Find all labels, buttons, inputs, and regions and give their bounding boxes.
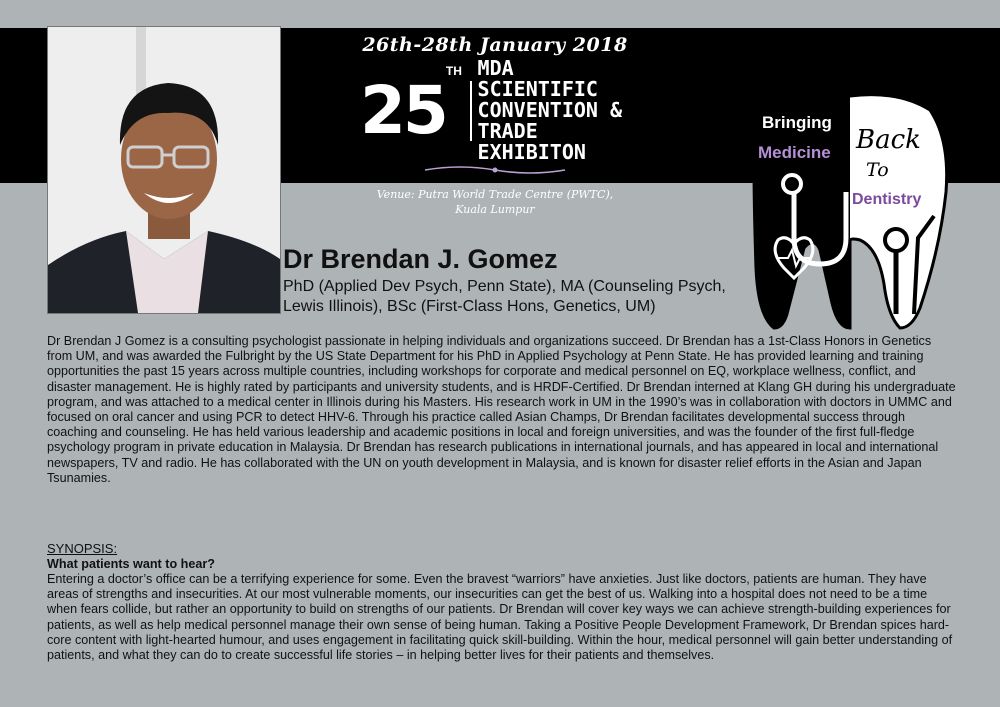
venue-line: Kuala Lumpur <box>455 203 535 216</box>
event-venue <box>360 187 630 217</box>
title-divider <box>470 81 472 141</box>
flourish-divider-icon <box>420 164 570 176</box>
edition-ordinal: TH <box>445 64 462 78</box>
synopsis-heading: SYNOPSIS: <box>47 541 118 556</box>
speaker-name: Dr Brendan J. Gomez <box>283 244 558 274</box>
logo-word-back: Back <box>856 125 921 155</box>
tooth-logo <box>748 88 953 333</box>
synopsis-subheading: What patients want to hear? <box>47 557 215 571</box>
event-title-line: MDA SCIENTIFIC <box>477 56 598 101</box>
speaker-photo <box>47 26 281 314</box>
speaker-qualifications: PhD (Applied Dev Psych, Penn State), MA (Counseling Psych, Lewis Illinois), BSc (First-Class Hons, Genetics, UM) <box>283 278 726 315</box>
event-title <box>478 58 630 163</box>
logo-word-medicine: Medicine <box>758 143 831 162</box>
event-banner <box>360 34 630 217</box>
logo-word-to: To <box>866 159 889 181</box>
edition-number: 25 <box>360 71 446 149</box>
logo-word-bringing: Bringing <box>762 113 832 132</box>
logo-word-dentistry: Dentistry <box>852 191 922 208</box>
speaker-bio: Dr Brendan J Gomez is a consulting psychologist passionate in helping individuals and organizations succeed. Dr Brendan has a 1st-Class Honors in Genetics from UM, and was awarded the Fulbright by the US State Department for his PhD in Applied Psychology at Penn State. He has provided learning and training opportunities the past 15 years across multiple countries, including workshops for corporate and medical personnel on EQ, workplace wellness, conflict, and disaster management. He is highly rated by participants and university students, and is HRDF-Certified. Dr Brendan interned at Klang GH during his undergraduate program, and was attached to a medical center in Illinois during his Masters. His research work in UM in the 1990’s was in collaboration with doctors in UMMC and focused on oral cancer and using PCR to detect HHV-6. Through his practice called Asian Champs, Dr Brendan facilitates developmental success through coaching and counseling. He has held various leadership and academic positions in local and foreign universities, and was the founder of the first full-fledge psychology program in private education in Malaysia. Dr Brendan has research publications in international journals, and has appeared in local and international newspapers, TV and radio. He has collaborated with the UN on youth development in Malaysia, and is known for disaster relief efforts in the Asian and Japan Tsunamies. <box>47 334 956 485</box>
synopsis-text: Entering a doctor’s office can be a terrifying experience for some. Even the bravest “warriors” have anxieties. Just like doctors, patients are human. They have areas of strengths and insecurities. At our most vulnerable moments, our insecurities can get the best of us. Walking into a hospital does not need to be a time when fears collide, but rather an opportunity to build on strengths of our patients. Dr Brendan will cover key ways we can achieve strength-building experiences for patients, as well as help medical personnel manage their own sense of being human. Taking a Positive People Development Framework, Dr Brendan spices hard-core content with light-hearted humour, and uses engagement in facilitating quick skill-building. Within the hour, medical personnel will gain better understanding of patients, and what they can do to create successful life stories – in helping better lives for their patients and themselves. <box>47 572 953 663</box>
event-title-line: CONVENTION & <box>477 98 623 122</box>
event-title-line: TRADE EXHIBITON <box>477 119 586 164</box>
venue-line: Venue: Putra World Trade Centre (PWTC), <box>376 188 614 201</box>
event-dates: 26th-28th January 2018 <box>362 34 628 56</box>
